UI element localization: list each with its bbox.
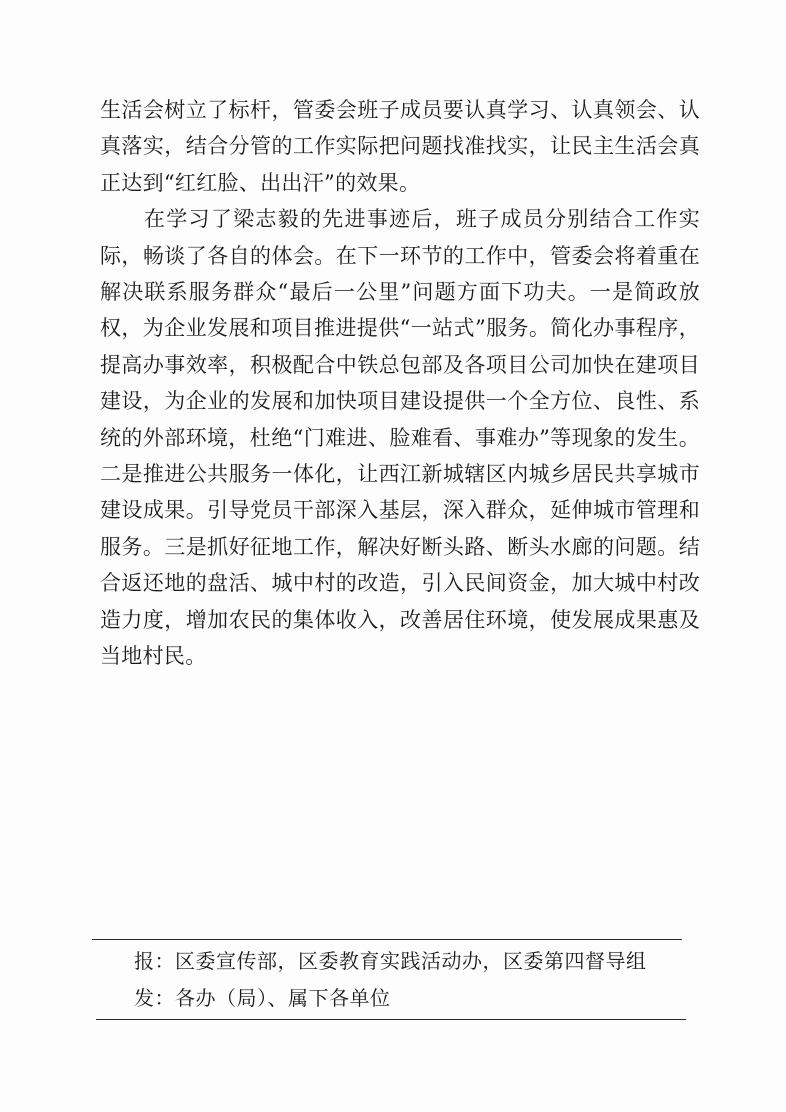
paragraph-main: 在学习了梁志毅的先进事迹后，班子成员分别结合工作实际，畅谈了各自的体会。在下一环节的工作中，管委会将着重在解决联系服务群众“最后一公里”问题方面下功夫。一是简政放权，为企业发展和项目推进提供“一站式”服务。简化办事程序，提高办事效率，积极配合中铁总包部及各项目公司加快在建项目建设，为企业的发展和加快项目建设提供一个全方位、良性、系统的外部环境，杜绝“门难进、脸难看、事难办”等现象的发生。二是推进公共服务一体化，让西江新城辖区内城乡居民共享城市建设成果。引导党员干部深入基层，深入群众，延伸城市管理和服务。三是抓好征地工作，解决好断头路、断头水廊的问题。结合返还地的盘活、城中村的改造，引入民间资金，加大城中村改造力度，增加农民的集体收入，改善居住环境，使发展成果惠及当地村民。	[100, 207, 700, 669]
document-body	[100, 92, 700, 675]
footer-top-rule	[92, 939, 682, 940]
footer-bottom-rule	[96, 1019, 686, 1020]
footer-report-line: 报：区委宣传部，区委教育实践活动办，区委第四督导组	[134, 949, 647, 973]
paragraph-continuation: 生活会树立了标杆，管委会班子成员要认真学习、认真领会、认真落实，结合分管的工作实际把问题找准找实，让民主生活会真正达到“红红脸、出出汗”的效果。	[100, 98, 700, 195]
footer-send-line: 发：各办（局）、属下各单位	[134, 986, 391, 1010]
